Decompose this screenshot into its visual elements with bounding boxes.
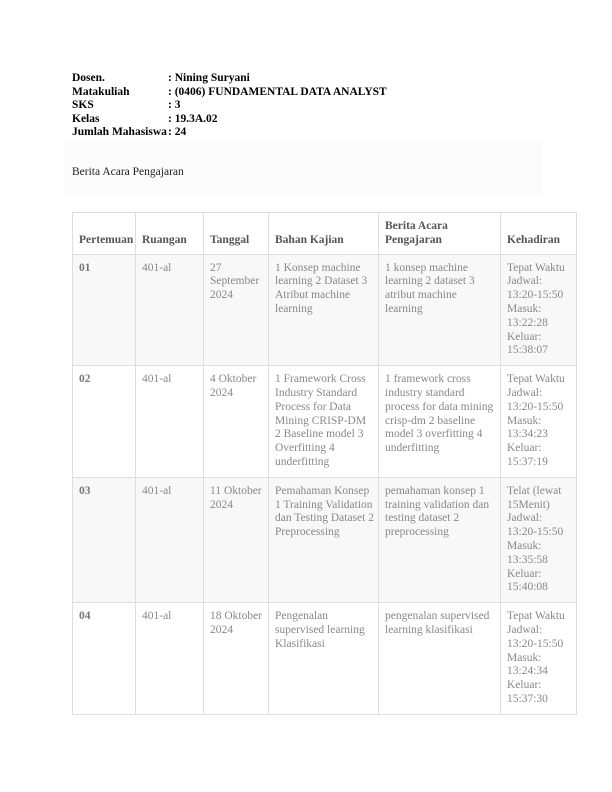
cell-tanggal: 4 Oktober 2024 [204,366,269,478]
cell-tanggal: 27 September 2024 [204,254,269,366]
attendance-status: Tepat Waktu [507,373,565,386]
info-row-dosen [72,72,387,86]
column-header-pertemuan: Pertemuan [73,213,136,255]
section-title: Berita Acara Pengajaran [72,166,184,178]
attendance-in: Masuk: 13:34:23 [507,414,548,441]
cell-bahan-kajian: 1 Framework Cross Industry Standard Process for Data Mining CRISP-DM 2 Baseline model 3 Overfitting 4 underfitting [269,366,379,478]
table-header-row [73,213,577,255]
cell-berita-acara: 1 framework cross industry standard process for data mining crisp-dm 2 baseline model 3 overfitting 4 underfitting [379,366,501,478]
cell-pertemuan: 03 [73,477,136,602]
cell-kehadiran [501,366,577,478]
cell-pertemuan: 01 [73,254,136,366]
cell-kehadiran [501,254,577,366]
info-label: Kelas [72,112,100,125]
column-header-bahan-kajian: Bahan Kajian [269,213,379,255]
attendance-out: Keluar: 15:37:19 [507,442,548,468]
info-value: : 19.3A.02 [168,112,218,125]
cell-ruangan: 401-al [136,477,204,602]
info-label: Matakuliah [72,85,130,98]
table-row [73,254,577,366]
cell-kehadiran [501,603,577,715]
table-row [73,603,577,715]
column-header-ruangan: Ruangan [136,213,204,255]
cell-ruangan: 401-al [136,254,204,366]
attendance-in: Masuk: 13:35:58 [507,539,548,566]
cell-berita-acara: pengenalan supervised learning klasifikasi [379,603,501,715]
info-row-matakuliah [72,86,387,100]
table-row [73,366,577,478]
cell-ruangan: 401-al [136,366,204,478]
column-header-berita-acara: Berita Acara Pengajaran [379,213,501,255]
info-label: Jumlah Mahasiswa [72,126,167,139]
attendance-in: Masuk: 13:22:28 [507,302,548,329]
cell-tanggal: 11 Oktober 2024 [204,477,269,602]
cell-bahan-kajian: Pengenalan supervised learning Klasifikasi [269,603,379,715]
attendance-schedule: Jadwal: 13:20-15:50 [507,512,564,539]
info-value: : (0406) FUNDAMENTAL DATA ANALYST [168,85,387,98]
attendance-out: Keluar: 15:37:30 [507,679,548,705]
info-label: SKS [72,99,94,112]
cell-pertemuan: 02 [73,366,136,478]
cell-tanggal: 18 Oktober 2024 [204,603,269,715]
info-value: : 24 [168,126,187,139]
cell-bahan-kajian: Pemahaman Konsep 1 Training Validation dan Testing Dataset 2 Preprocessing [269,477,379,602]
attendance-schedule: Jadwal: 13:20-15:50 [507,623,564,650]
info-row-sks [72,99,387,113]
attendance-status: Tepat Waktu [507,610,565,623]
cell-kehadiran [501,477,577,602]
info-value: : 3 [168,99,181,112]
attendance-status: Tepat Waktu [507,261,565,274]
teaching-record-table [72,212,577,715]
attendance-schedule: Jadwal: 13:20-15:50 [507,275,564,302]
attendance-status: Telat (lewat 15Menit) [507,484,562,511]
cell-pertemuan: 04 [73,603,136,715]
course-info [72,72,387,140]
cell-berita-acara: pemahaman konsep 1 training validation dan testing dataset 2 preprocessing [379,477,501,602]
info-row-jumlah-mahasiswa [72,126,387,140]
attendance-schedule: Jadwal: 13:20-15:50 [507,386,564,413]
cell-bahan-kajian: 1 Konsep machine learning 2 Dataset 3 Atribut machine learning [269,254,379,366]
info-row-kelas [72,113,387,127]
column-header-tanggal: Tanggal [204,213,269,255]
info-label: Dosen. [72,72,105,84]
cell-berita-acara: 1 konsep machine learning 2 dataset 3 atribut machine learning [379,254,501,366]
attendance-out: Keluar: 15:38:07 [507,330,548,357]
info-value: : Nining Suryani [168,72,250,84]
attendance-in: Masuk: 13:24:34 [507,651,548,678]
cell-ruangan: 401-al [136,603,204,715]
table-row [73,477,577,602]
attendance-out: Keluar: 15:40:08 [507,567,548,594]
column-header-kehadiran: Kehadiran [501,213,577,255]
